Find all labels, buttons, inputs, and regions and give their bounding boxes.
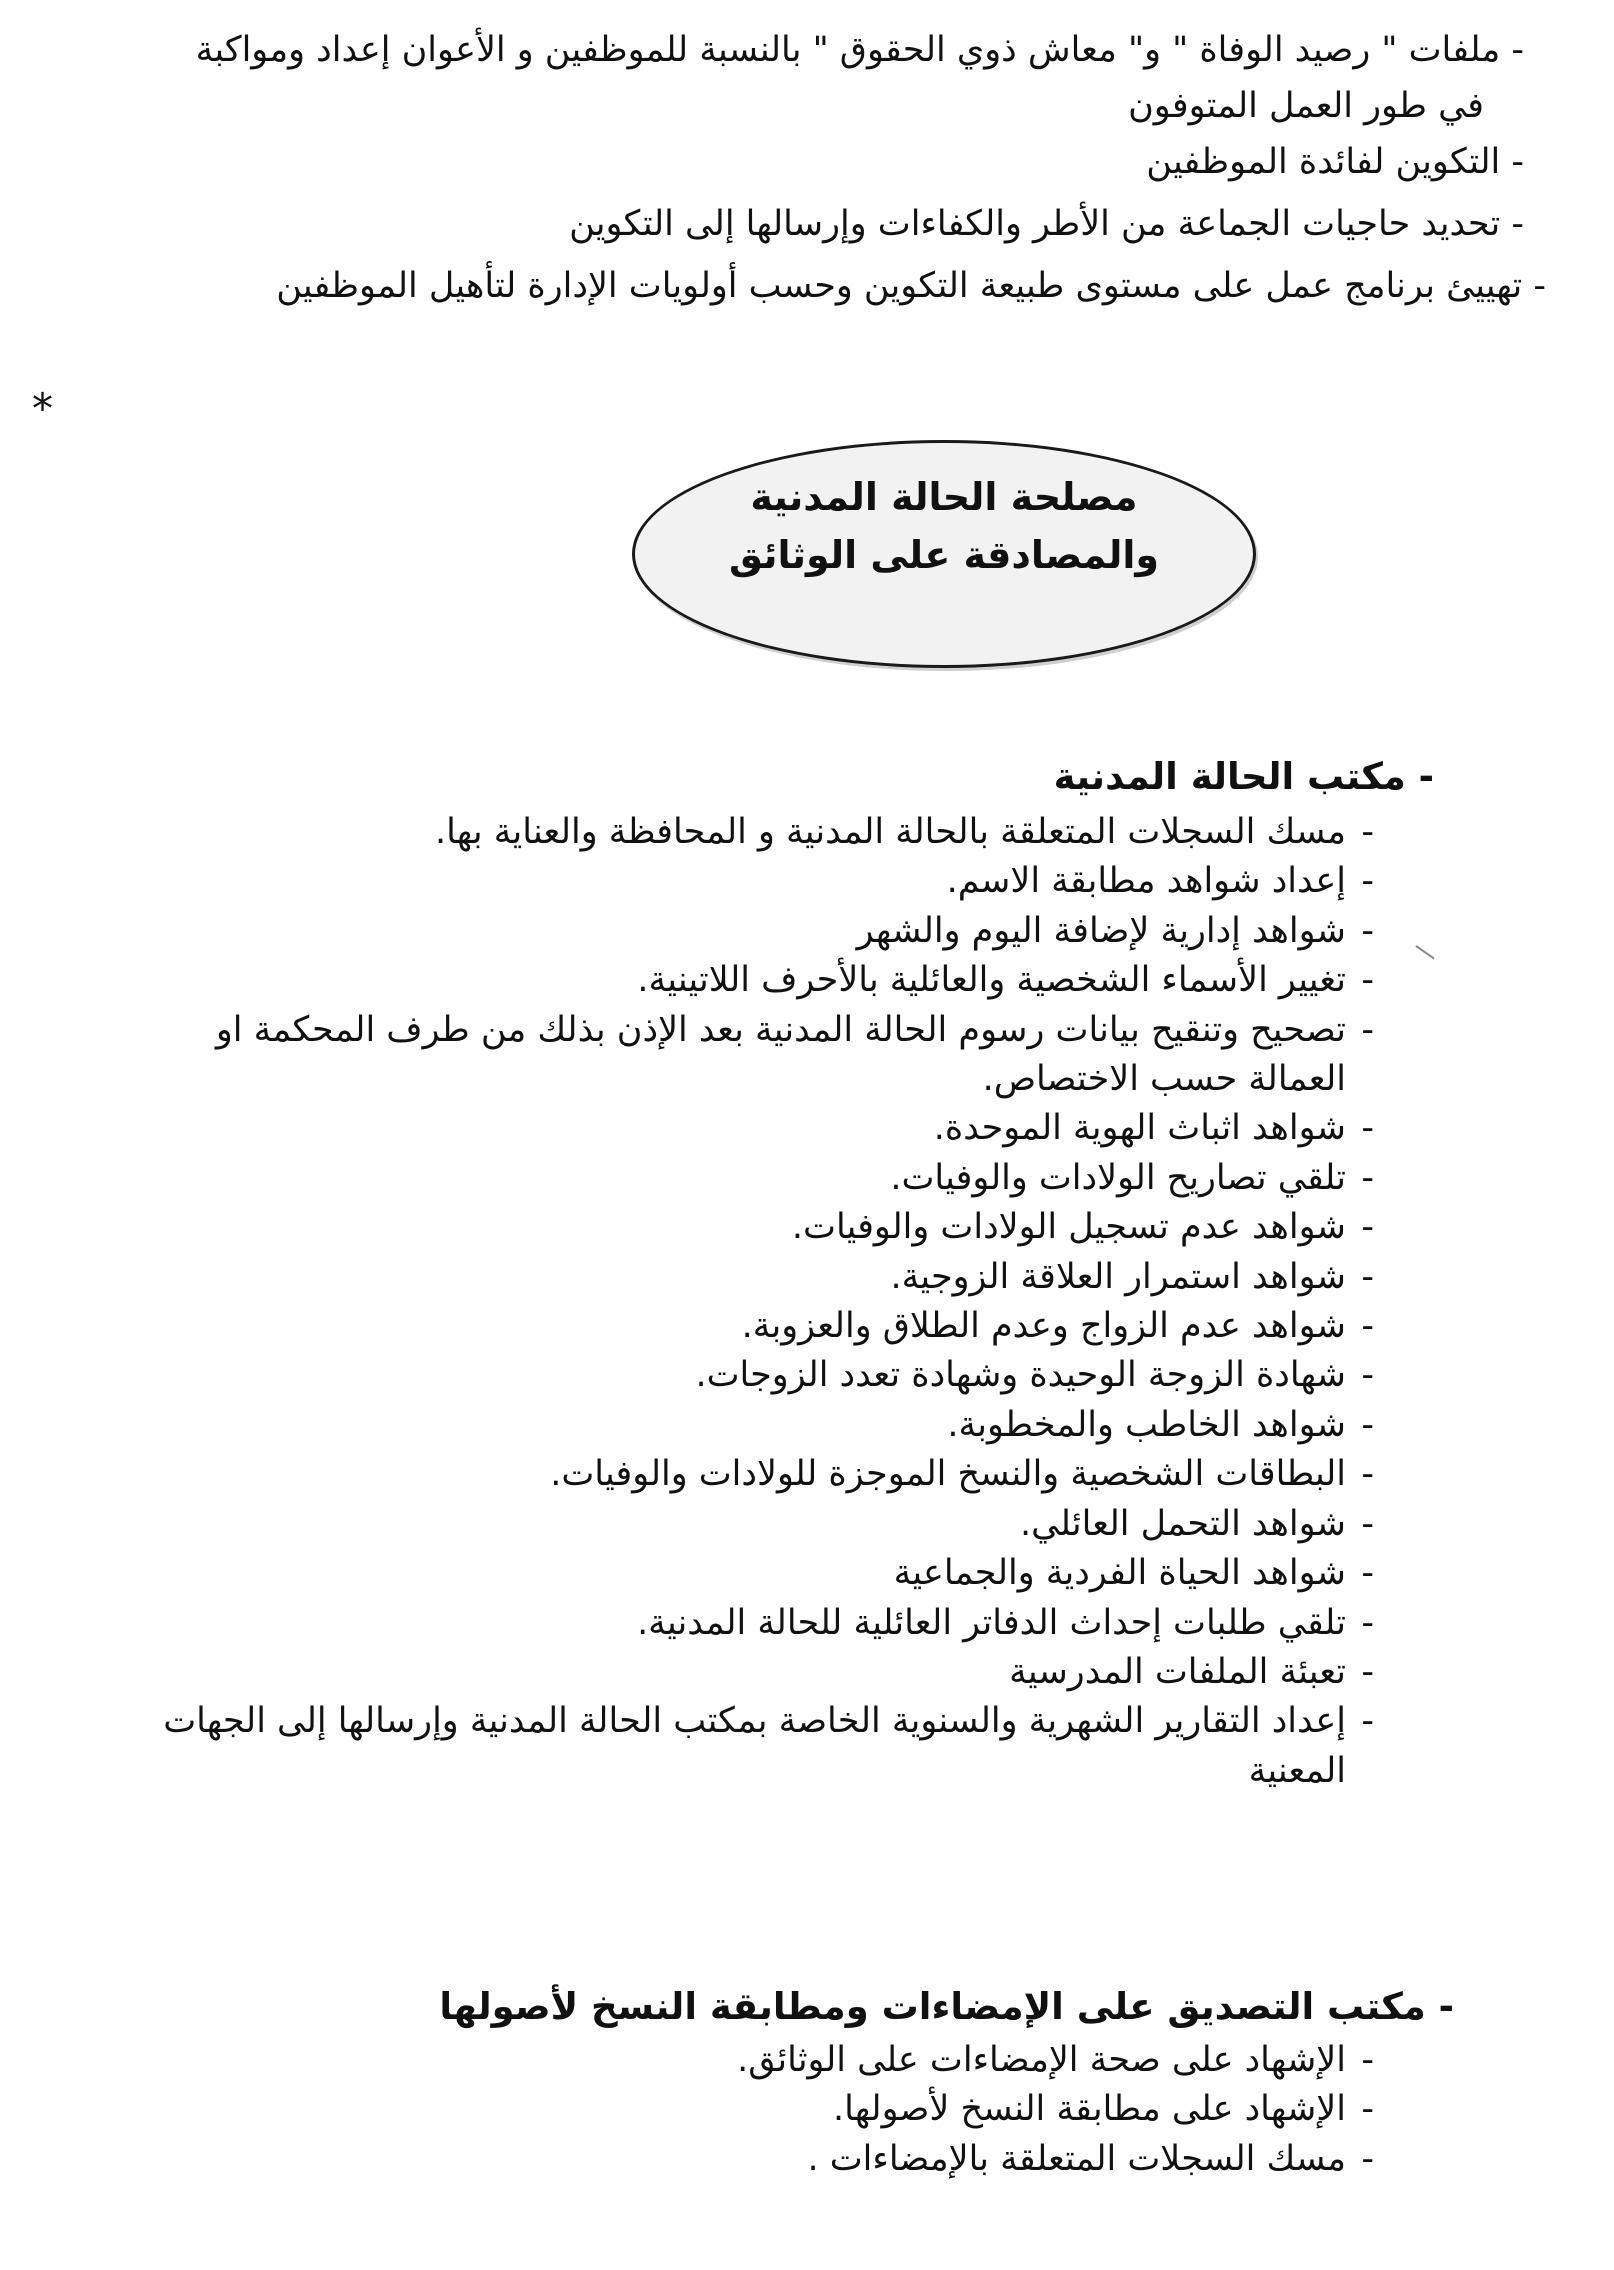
list-bullet: -: [1361, 1651, 1374, 1692]
list-bullet: -: [1361, 1553, 1374, 1594]
list-item: [737, 2135, 1374, 2184]
list-item: [163, 1599, 1374, 1648]
list-item-text: الإشهاد على مطابقة النسخ لأصولها.: [833, 2089, 1346, 2130]
list-item-text: شواهد إدارية لإضافة اليوم والشهر: [856, 910, 1346, 951]
list-bullet: -: [1361, 1454, 1374, 1495]
list-item-text: شواهد عدم تسجيل الولادات والوفيات.: [791, 1207, 1346, 1248]
list-item-text: تلقي تصاريح الولادات والوفيات.: [890, 1157, 1346, 1198]
list-item-text: إعداد التقارير الشهرية والسنوية الخاصة بمكتب الحالة المدنية وإرسالها إلى الجهات: [163, 1701, 1346, 1742]
list-bullet: -: [1361, 1108, 1374, 1149]
list-item: [163, 857, 1374, 906]
list-item: [163, 808, 1374, 857]
top-line-3: - التكوين لفائدة الموظفين: [1146, 142, 1524, 182]
list-item: [737, 2036, 1374, 2085]
top-line-5: - تهييئ برنامج عمل على مستوى طبيعة التكوين وحسب أولويات الإدارة لتأهيل الموظفين: [276, 266, 1546, 306]
list-item-text: شواهد استمرار العلاقة الزوجية.: [890, 1256, 1346, 1297]
section2-list: [737, 2036, 1374, 2184]
list-item-text: شواهد عدم الزواج وعدم الطلاق والعزوبة.: [741, 1306, 1346, 1347]
list-item-text: مسك السجلات المتعلقة بالإمضاءات .: [807, 2138, 1346, 2179]
list-bullet: -: [1361, 2089, 1374, 2130]
list-item: [163, 956, 1374, 1005]
list-item-continuation: المعنية: [1248, 1750, 1346, 1791]
section1-heading: - مكتب الحالة المدنية: [1053, 755, 1434, 798]
list-bullet: -: [1361, 1355, 1374, 1396]
list-bullet: -: [1361, 960, 1374, 1001]
list-bullet: -: [1361, 1009, 1374, 1050]
list-item-text: تعبئة الملفات المدرسية: [1009, 1651, 1346, 1692]
list-item-text: شواهد الخاطب والمخطوبة.: [947, 1404, 1346, 1445]
list-item-text: تصحيح وتنقيح بيانات رسوم الحالة المدنية بعد الإذن بذلك من طرف المحكمة او: [215, 1009, 1346, 1050]
list-bullet: -: [1361, 1503, 1374, 1544]
list-item-text: شواهد التحمل العائلي.: [1019, 1503, 1346, 1544]
list-item: [163, 1500, 1374, 1549]
list-bullet: -: [1361, 1306, 1374, 1347]
top-line-1: - ملفات " رصيد الوفاة " و" معاش ذوي الحقوق " بالنسبة للموظفين و الأعوان إعداد ومواكبة: [195, 30, 1524, 70]
list-bullet: -: [1361, 1404, 1374, 1445]
list-item-text: شهادة الزوجة الوحيدة وشهادة تعدد الزوجات.: [695, 1355, 1346, 1396]
list-item: [163, 1450, 1374, 1499]
list-item: [163, 907, 1374, 956]
list-item-text: شواهد اثباث الهوية الموحدة.: [933, 1108, 1346, 1149]
list-item-continuation: العمالة حسب الاختصاص.: [982, 1059, 1346, 1100]
list-item: [163, 1302, 1374, 1351]
list-bullet: -: [1361, 812, 1374, 852]
list-bullet: -: [1361, 1701, 1374, 1742]
list-bullet: -: [1361, 1207, 1374, 1248]
list-bullet: -: [1361, 1256, 1374, 1297]
stray-mark: [1407, 945, 1434, 971]
list-item-text: شواهد الحياة الفردية والجماعية: [893, 1553, 1346, 1594]
top-line-2: في طور العمل المتوفون: [1128, 86, 1484, 126]
list-bullet: -: [1361, 2040, 1374, 2080]
list-item-text: إعداد شواهد مطابقة الاسم.: [946, 861, 1346, 902]
list-item: [163, 1549, 1374, 1598]
list-bullet: -: [1361, 1602, 1374, 1643]
service-title: [632, 468, 1256, 584]
section1-list: [163, 808, 1374, 1796]
list-item-text: تغيير الأسماء الشخصية والعائلية بالأحرف اللاتينية.: [637, 960, 1346, 1001]
list-item-text: تلقي طلبات إحداث الدفاتر العائلية للحالة المدنية.: [637, 1602, 1346, 1643]
list-item: [163, 1104, 1374, 1153]
list-item: [163, 1697, 1374, 1796]
asterisk-mark: *: [32, 384, 53, 433]
list-item-text: الإشهاد على صحة الإمضاءات على الوثائق.: [737, 2040, 1346, 2080]
list-item: [737, 2085, 1374, 2134]
list-bullet: -: [1361, 861, 1374, 902]
top-line-4: - تحديد حاجيات الجماعة من الأطر والكفاءات وإرسالها إلى التكوين: [569, 204, 1524, 244]
list-item: [163, 1351, 1374, 1400]
list-item: [163, 1154, 1374, 1203]
list-bullet: -: [1361, 2138, 1374, 2179]
list-item-text: البطاقات الشخصية والنسخ الموجزة للولادات والوفيات.: [550, 1454, 1346, 1495]
list-item: [163, 1006, 1374, 1105]
list-item: [163, 1253, 1374, 1302]
list-item: [163, 1203, 1374, 1252]
service-title-line-2: والمصادقة على الوثائق: [728, 533, 1160, 577]
list-item: [163, 1648, 1374, 1697]
list-bullet: -: [1361, 910, 1374, 951]
list-item-text: مسك السجلات المتعلقة بالحالة المدنية و المحافظة والعناية بها.: [434, 812, 1346, 852]
service-title-line-1: مصلحة الحالة المدنية: [750, 475, 1138, 519]
list-item: [163, 1401, 1374, 1450]
list-bullet: -: [1361, 1157, 1374, 1198]
section2-heading: - مكتب التصديق على الإمضاءات ومطابقة النسخ لأصولها: [439, 1985, 1454, 2028]
